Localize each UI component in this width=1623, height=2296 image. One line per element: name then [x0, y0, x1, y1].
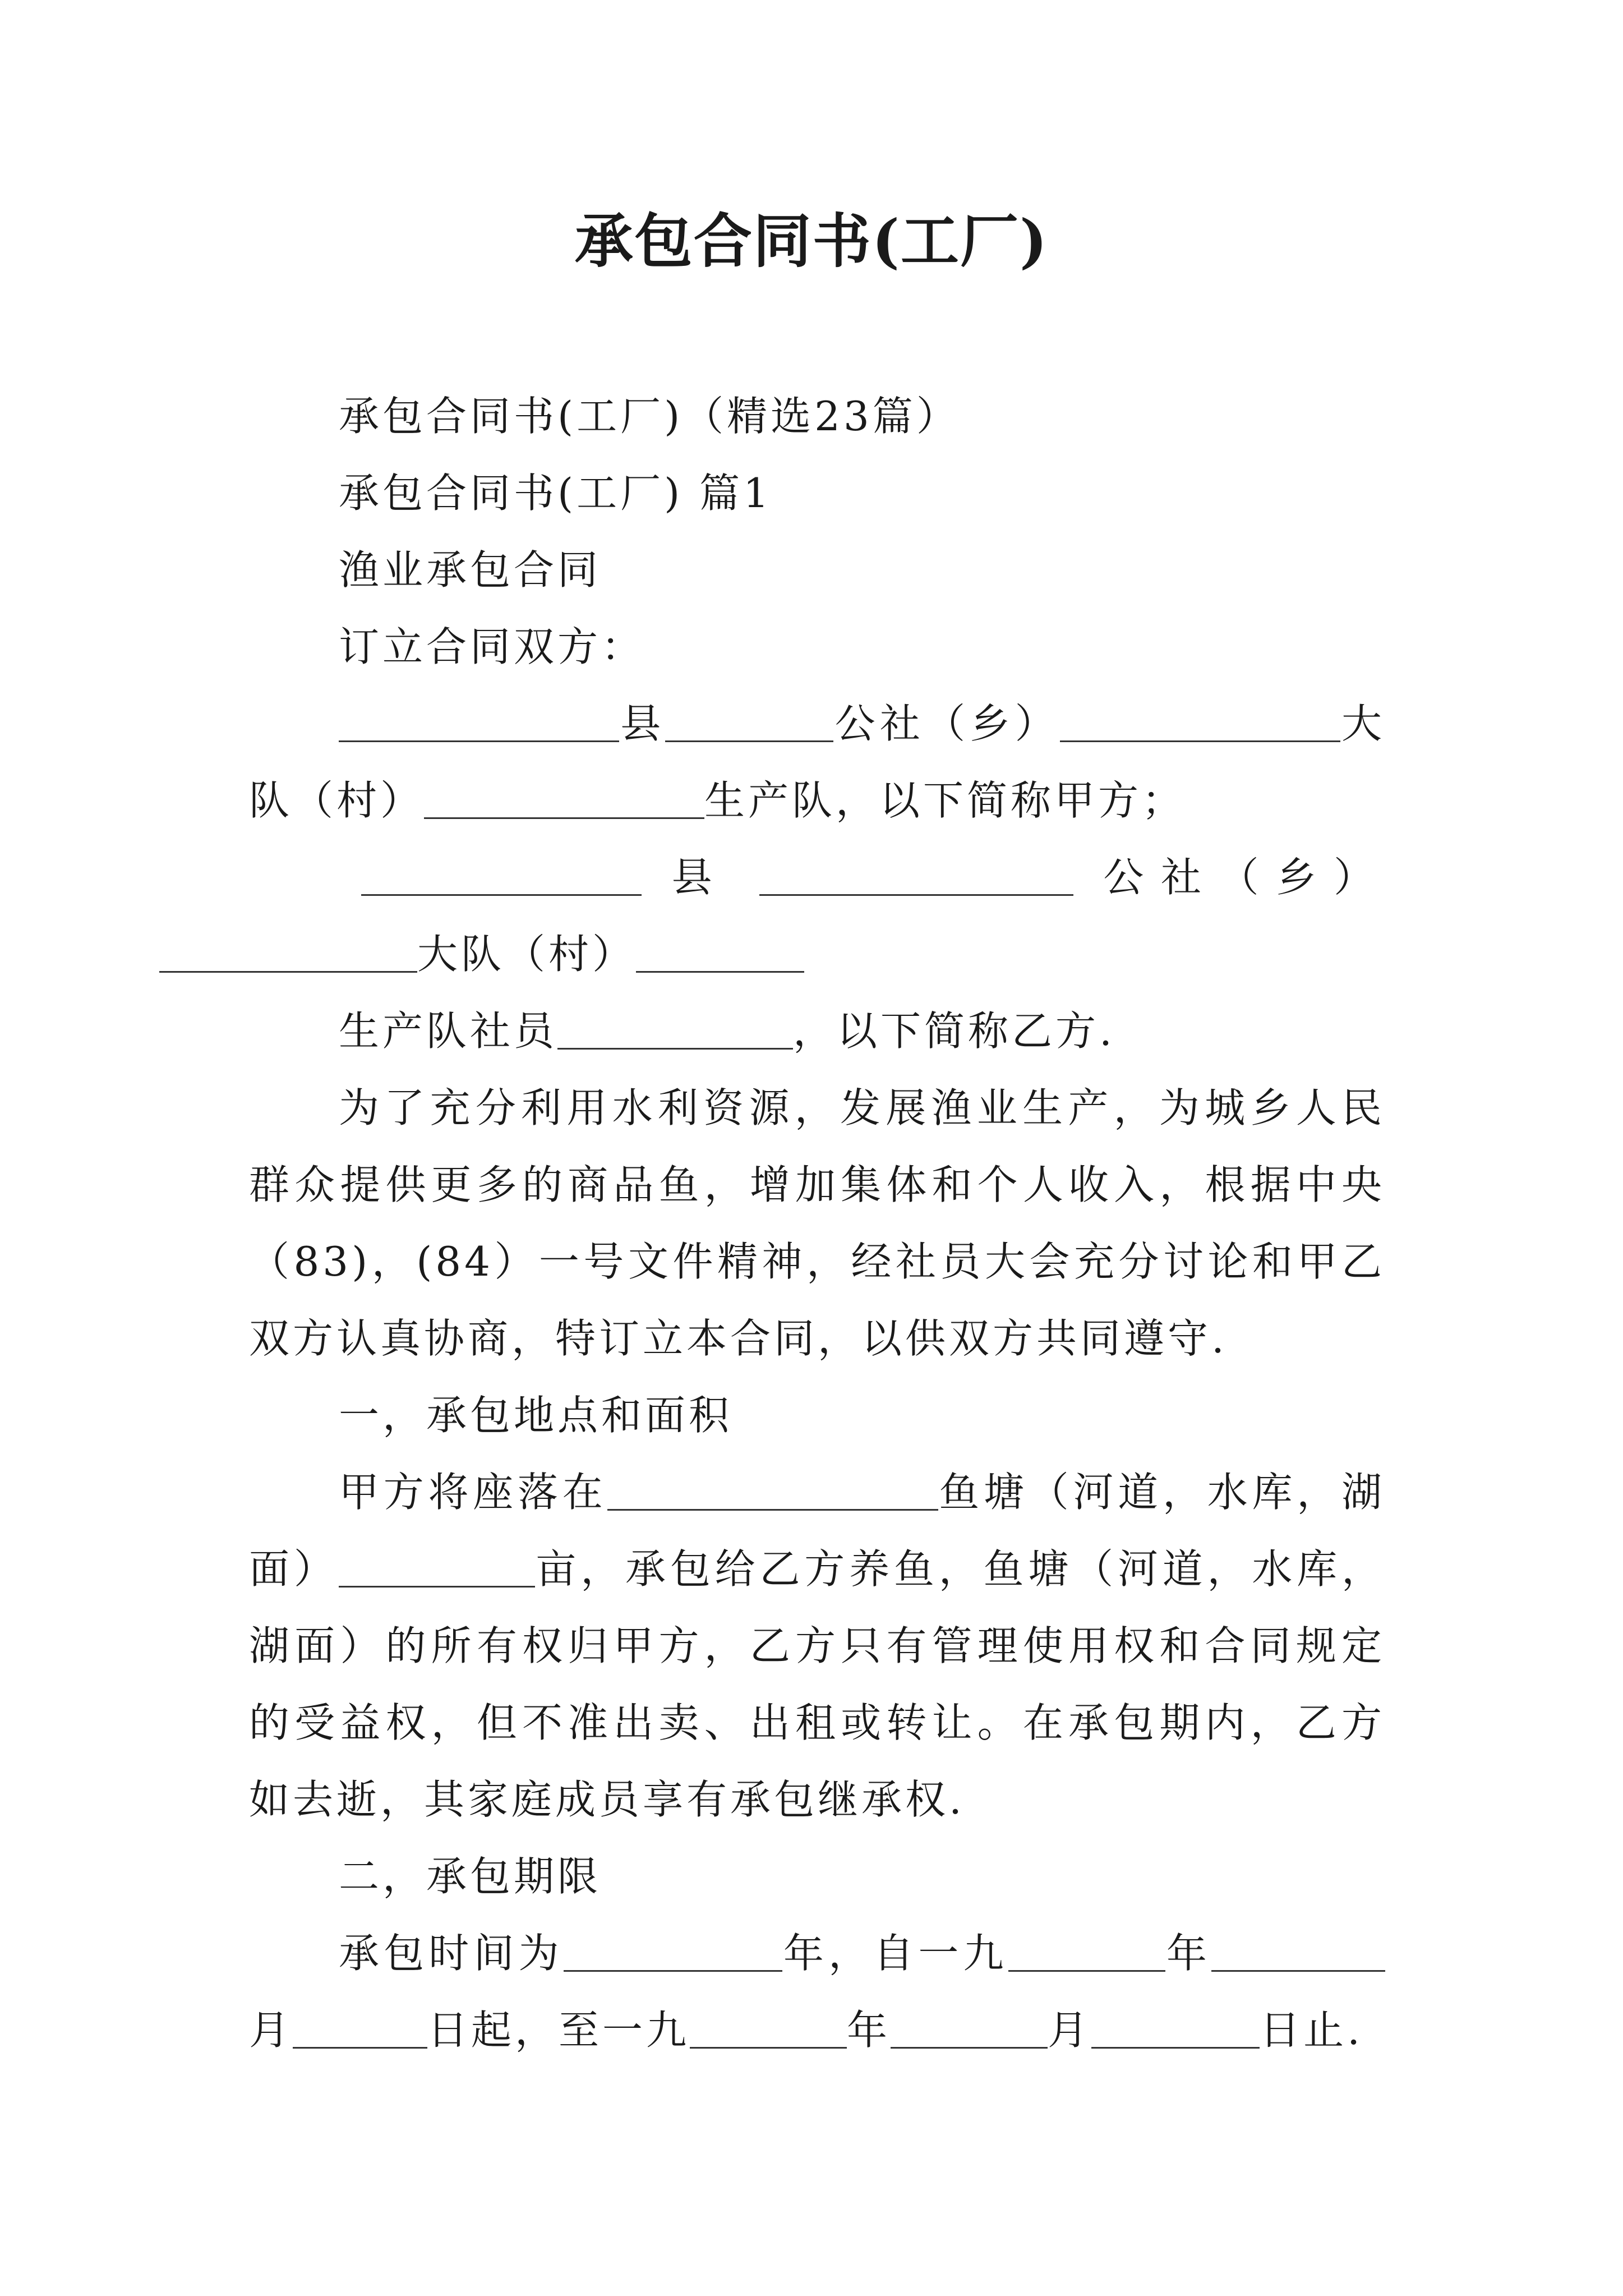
- paragraph-subtitle: 承包合同书(工厂)（精选23篇）: [339, 393, 960, 440]
- blank-team-b[interactable]: [636, 931, 804, 973]
- text-county: 县: [619, 700, 666, 747]
- blank-start-day[interactable]: [293, 2007, 427, 2049]
- paragraph-party-b-line1: [249, 839, 1385, 916]
- text-county-b: 县: [671, 854, 730, 901]
- blank-brigade-a[interactable]: [1060, 700, 1340, 742]
- blank-brigade-b[interactable]: [159, 931, 417, 973]
- document-body: [249, 378, 1385, 2069]
- blank-area[interactable]: [339, 1545, 535, 1588]
- blank-team-a[interactable]: [424, 777, 704, 819]
- paragraph-parties-label: 订立合同双方：: [339, 623, 645, 670]
- text-location-type: 鱼塘（河道，水库，湖面）: [249, 1469, 1385, 1593]
- blank-member-name[interactable]: [557, 1007, 793, 1050]
- blank-start-month[interactable]: [1211, 1930, 1385, 1972]
- text-commune-b: 公社（乡）: [1103, 854, 1386, 901]
- text-term-lead: 承包时间为: [339, 1930, 564, 1977]
- blank-county-b[interactable]: [361, 854, 642, 896]
- section-heading-location: 一，承包地点和面积: [339, 1392, 733, 1439]
- text-term-to: 日起，至一九: [427, 2007, 690, 2054]
- text-brigade-b: 大队（村）: [417, 931, 637, 978]
- text-year-2: 年: [847, 2007, 891, 2054]
- paragraph-article-heading: 承包合同书(工厂) 篇1: [339, 470, 772, 517]
- blank-start-year[interactable]: [1008, 1930, 1165, 1972]
- paragraph-party-a: [249, 685, 1385, 839]
- paragraph-member: [249, 993, 1385, 1070]
- text-year-1: 年: [1165, 1930, 1211, 1977]
- text-party-a-suffix: 生产队，以下简称甲方；: [704, 777, 1186, 824]
- paragraph-purpose: 为了充分利用水利资源，发展渔业生产，为城乡人民群众提供更多的商品鱼，增加集体和个人收入，根据中央（83)，(84）一号文件精神，经社员大会充分讨论和甲乙双方认真协商，特订立本合同，以供双方共同遵守.: [249, 1084, 1385, 1362]
- blank-end-month[interactable]: [891, 2007, 1048, 2049]
- paragraph-location: [249, 1454, 1385, 1838]
- blank-end-day[interactable]: [1091, 2007, 1260, 2049]
- text-month-2: 月: [1048, 2007, 1092, 2054]
- text-location-terms: 亩，承包给乙方养鱼，鱼塘（河道，水库，湖面）的所有权归甲方，乙方只有管理使用权和合同规定的受益权，但不准出卖、出租或转让。在承包期内，乙方如去逝，其家庭成员享有承包继承权.: [249, 1545, 1385, 1823]
- blank-commune-b[interactable]: [759, 854, 1073, 896]
- paragraph-contract-name: 渔业承包合同: [339, 546, 602, 593]
- text-location-lead: 甲方将座落在: [339, 1469, 607, 1516]
- text-term-end: 日止.: [1260, 2007, 1363, 2054]
- text-commune: 公社（乡）: [833, 700, 1060, 747]
- blank-county-a[interactable]: [339, 700, 619, 742]
- section-heading-term: 二，承包期限: [339, 1853, 602, 1900]
- text-brigade: 大队（村）: [249, 700, 1385, 824]
- text-party-b-suffix: ，以下简称乙方.: [793, 1007, 1115, 1055]
- blank-end-year[interactable]: [690, 2007, 847, 2049]
- text-member: 生产队社员: [339, 1007, 558, 1055]
- paragraph-party-b-line2: [159, 916, 1385, 993]
- blank-commune-a[interactable]: [665, 700, 833, 742]
- text-term-from: 年，自一九: [782, 1930, 1008, 1977]
- blank-years[interactable]: [564, 1930, 782, 1972]
- text-month-1: 月: [249, 2007, 293, 2054]
- blank-location[interactable]: [607, 1469, 938, 1511]
- paragraph-term: [249, 1915, 1385, 2069]
- document-title: 承包合同书(工厂): [574, 206, 1049, 275]
